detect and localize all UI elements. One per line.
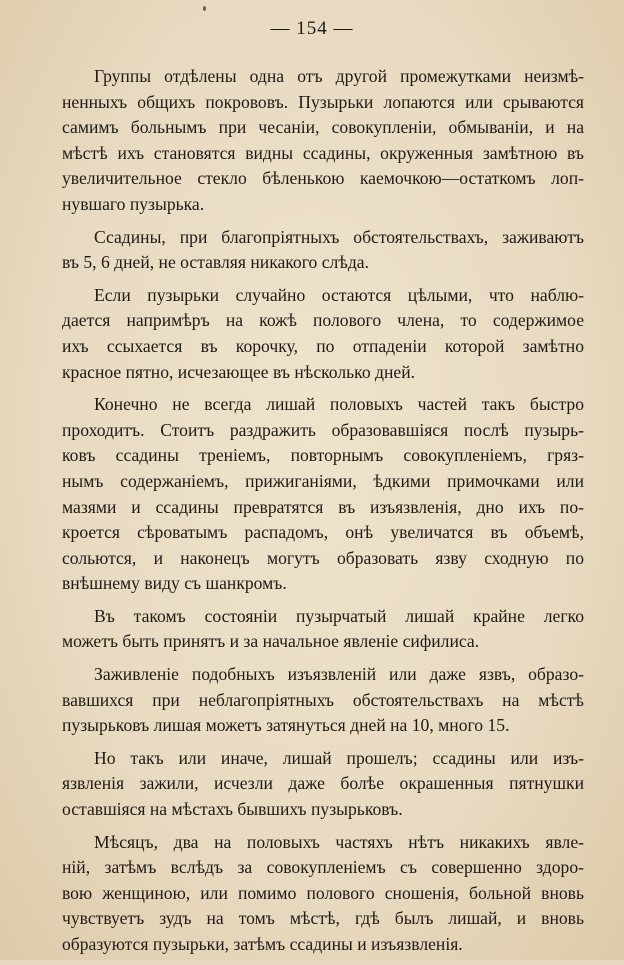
text-line: Конечно не всегда лишай половыхъ частей такъ быстро	[94, 394, 584, 415]
body-text	[62, 64, 584, 965]
text-line: можетъ быть принятъ и за начальное явленіе сифилиса.	[62, 631, 480, 652]
text-line: нымъ содержаніемъ, прижиганіями, ѣдкими примочками или	[62, 470, 584, 491]
paragraph	[62, 283, 584, 385]
text-line: Заживленіе подобныхъ изъязвленій или даже язвъ, образо-	[94, 664, 584, 685]
text-line: Если пузырьки случайно остаются цѣлыми, что наблю-	[94, 284, 584, 305]
paragraph	[62, 830, 584, 958]
paragraph	[62, 64, 584, 218]
text-line: дается напримѣръ на кожѣ полового члена, то содержимое	[62, 310, 584, 331]
paragraph	[62, 662, 584, 739]
text-line: язвленія зажили, исчезли даже болѣе окрашенныя пятнушки	[62, 773, 584, 794]
paragraph	[62, 392, 584, 597]
text-line: нувшаго пузырька.	[62, 193, 205, 214]
paragraph	[62, 225, 584, 276]
ink-speck	[203, 6, 206, 11]
text-line: вою женщиною, или помимо полового сношенія, больной вновь	[62, 882, 584, 903]
text-line: Мѣсяцъ, два на половыхъ частяхъ нѣтъ никакихъ явле-	[94, 831, 584, 852]
text-line: мѣстѣ ихъ становятся видны ссадины, окруженныя замѣтною въ	[62, 142, 584, 163]
text-line: кроется сѣроватымъ распадомъ, онѣ увеличатся въ объемѣ,	[62, 522, 584, 543]
paragraph	[62, 746, 584, 823]
text-line: ній, затѣмъ вслѣдъ за совокупленіемъ съ совершенно здоро-	[62, 857, 584, 878]
page-number: — 154 —	[270, 18, 354, 39]
text-line: Ссадины, при благопріятныхъ обстоятельствахъ, заживаютъ	[94, 226, 584, 247]
text-line: мазями и ссадины превратятся въ изъязвленія, дно ихъ по-	[62, 496, 584, 517]
text-line: въ 5, 6 дней, не оставляя никакого слѣда.	[62, 252, 370, 273]
text-line: оставшіяся на мѣстахъ бывшихъ пузырьковъ.	[62, 799, 403, 820]
text-line: чувствуетъ зудъ на томъ мѣстѣ, гдѣ былъ лишай, и вновь	[62, 908, 584, 929]
text-line: ненныхъ общихъ покрововъ. Пузырьки лопаются или срываются	[62, 91, 584, 112]
text-line: ихъ ссыхается въ корочку, по отпаденіи которой замѣтно	[62, 335, 584, 356]
text-line: увеличительное стекло бѣленькою каемочкою—остаткомъ лоп-	[62, 168, 584, 189]
text-line: пузырьковъ лишая можетъ затянуться дней на 10, много 15.	[62, 715, 510, 736]
text-line: самимъ больнымъ при чесаніи, совокупленіи, обмываніи, и на	[62, 117, 584, 138]
text-line: красное пятно, исчезающее въ нѣсколько дней.	[62, 361, 416, 382]
text-line: внѣшнему виду съ шанкромъ.	[62, 573, 287, 594]
text-line: ковъ ссадины треніемъ, повторнымъ совокупленіемъ, гряз-	[62, 445, 584, 466]
text-line: сольются, и наконецъ могутъ образовать язву сходную по	[62, 547, 584, 568]
text-line: Но такъ или иначе, лишай прошелъ; ссадины или изъ-	[94, 747, 584, 768]
text-line: образуются пузырьки, затѣмъ ссадины и изъязвленія.	[62, 934, 463, 954]
text-line: проходитъ. Стоитъ раздражить образовавшіяся послѣ пузырь-	[62, 419, 584, 440]
text-line: Въ такомъ состояніи пузырчатый лишай крайне легко	[94, 605, 584, 626]
text-line: вавшихся при неблагопріятныхъ обстоятельствахъ на мѣстѣ	[62, 689, 584, 710]
paragraph	[62, 604, 584, 655]
text-line: Группы отдѣлены одна отъ другой промежутками неизмѣ-	[94, 66, 584, 86]
